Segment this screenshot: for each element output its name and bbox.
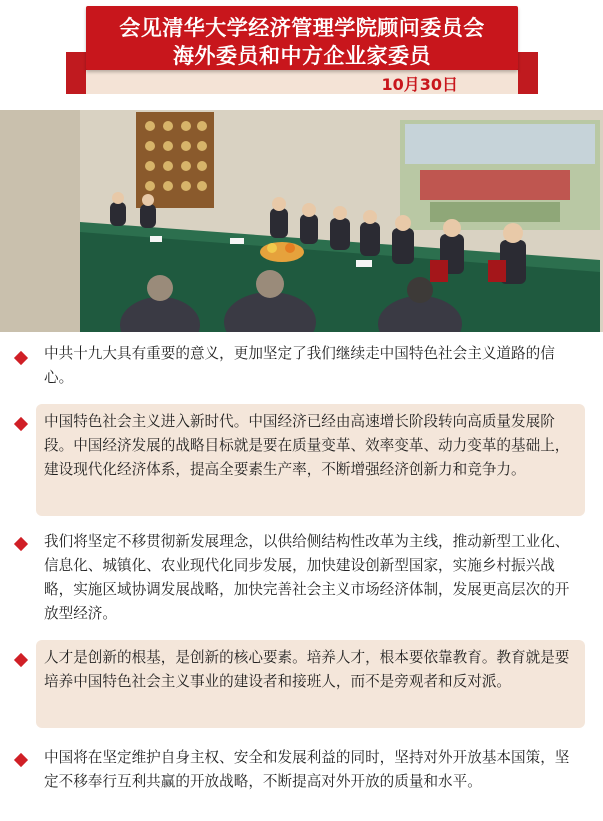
title-banner	[86, 6, 518, 70]
diamond-bullet-icon	[14, 351, 28, 365]
list-item	[0, 524, 603, 628]
list-item-text: 人才是创新的根基，是创新的核心要素。培养人才，根本要依靠教育。教育就是要培养中国特色社会主义事业的建设者和接班人，而不是旁观者和反对派。	[44, 649, 570, 690]
title-line-2: 海外委员和中方企业家委员	[173, 44, 431, 68]
title-line-1: 会见清华大学经济管理学院顾问委员会	[119, 16, 485, 40]
list-item-text: 中共十九大具有重要的意义，更加坚定了我们继续走中国特色社会主义道路的信心。	[44, 345, 555, 386]
list-item-text: 中国特色社会主义进入新时代。中国经济已经由高速增长阶段转向高质量发展阶段。中国经济发展的战略目标就是要在质量变革、效率变革、动力变革的基础上，建设现代化经济体系，提高全要素生产率，不断增强经济创新力和竞争力。	[44, 413, 570, 478]
diamond-bullet-icon	[14, 653, 28, 667]
date-tab	[86, 70, 518, 94]
meeting-photo-illustration	[0, 110, 603, 332]
list-item	[0, 640, 603, 728]
list-item	[0, 740, 603, 820]
list-item	[0, 338, 603, 398]
diamond-bullet-icon	[14, 417, 28, 431]
header	[0, 0, 603, 110]
diamond-bullet-icon	[14, 537, 28, 551]
diamond-bullet-icon	[14, 753, 28, 767]
date-label: 10月30日	[381, 75, 458, 94]
list-item-text: 中国将在坚定维护自身主权、安全和发展利益的同时，坚持对外开放基本国策，坚定不移奉行互利共赢的开放战略，不断提高对外开放的质量和水平。	[44, 749, 570, 790]
list-item	[0, 404, 603, 516]
list-item-text: 我们将坚定不移贯彻新发展理念，以供给侧结构性改革为主线，推动新型工业化、信息化、城镇化、农业现代化同步发展，加快建设创新型国家，实施乡村振兴战略，实施区域协调发展战略，加快完善社会主义市场经济体制，发展更高层次的开放型经济。	[44, 533, 570, 622]
meeting-photo	[0, 110, 603, 332]
